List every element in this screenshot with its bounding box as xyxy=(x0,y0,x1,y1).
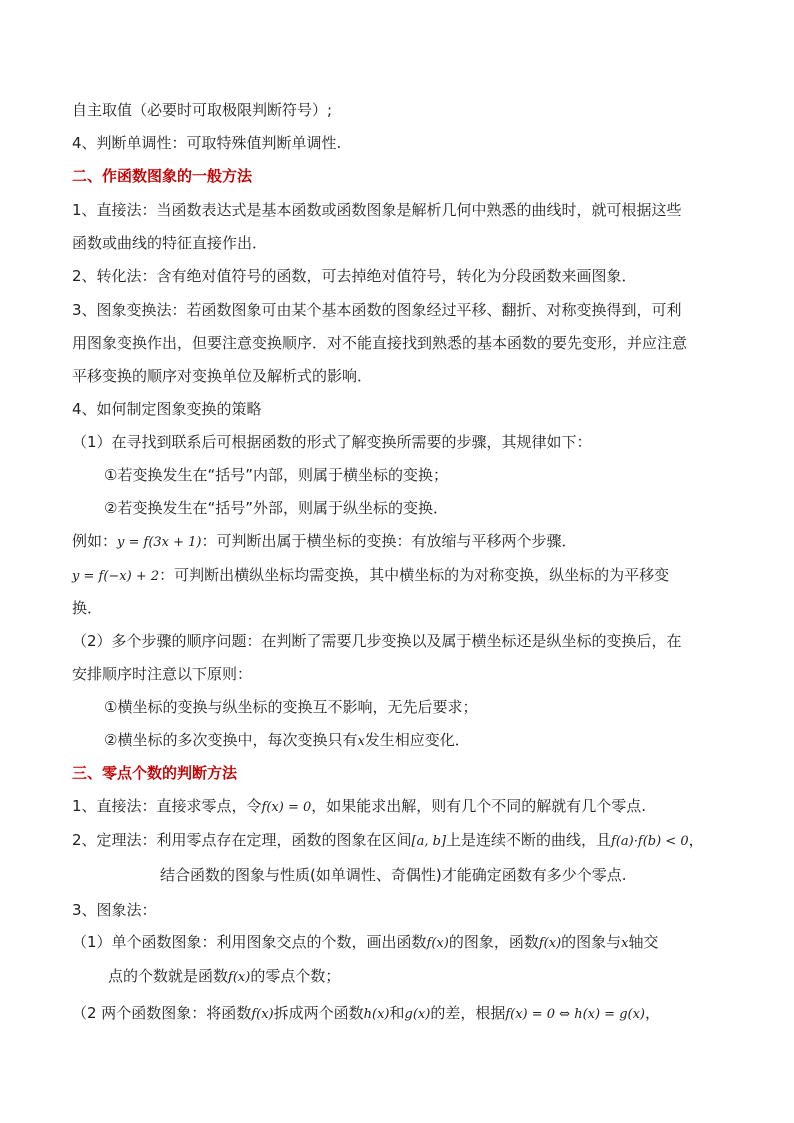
text-span: 轴交 xyxy=(628,933,659,951)
text-line: 4、判断单调性：可取特殊值判断单调性. xyxy=(72,134,342,152)
example-line xyxy=(72,532,577,552)
text-span: ， xyxy=(645,1004,661,1022)
text-span: ：可判断出横纵坐标均需变换，其中横坐标的为对称变换，纵坐标的为平移变 xyxy=(159,566,670,584)
math-formula: y = f(3x + 1) xyxy=(117,535,202,550)
text-span: 发生相应变化． xyxy=(364,731,470,749)
math-formula: f(x) = 0 xyxy=(261,800,312,815)
text-line: 3、图象法： xyxy=(72,901,157,919)
text-line: 换． xyxy=(72,599,103,617)
section-heading-2: 二、作函数图象的一般方法 xyxy=(72,167,253,185)
text-span: （1）单个函数图象：利用图象交点的个数，画出函数 xyxy=(72,933,427,951)
math-formula: y = f(−x) + 2 xyxy=(72,569,160,584)
text-line xyxy=(72,933,659,953)
text-line xyxy=(108,967,340,987)
math-formula: f(x) xyxy=(538,936,562,951)
text-span: 1、直接法：直接求零点，令 xyxy=(72,797,262,815)
text-span: ，如果能求出解，则有几个不同的解就有几个零点. xyxy=(311,797,647,815)
text-span: 的零点个数； xyxy=(250,967,341,985)
math-formula: h(x) xyxy=(363,1007,390,1022)
text-line: 平移变换的顺序对变换单位及解析式的影响． xyxy=(72,367,373,385)
math-formula: g(x) xyxy=(404,1007,431,1022)
math-formula: [a, b] xyxy=(411,834,447,849)
text-line: 2、转化法：含有绝对值符号的函数，可去掉绝对值符号，转化为分段函数来画图象． xyxy=(72,267,637,285)
text-line: 自主取值（必要时可取极限判断符号）; xyxy=(72,101,333,119)
text-line: ①若变换发生在“括号”内部，则属于横坐标的变换； xyxy=(104,466,448,484)
math-formula: f(a)·f(b) < 0 xyxy=(611,834,689,849)
text-span: 和 xyxy=(389,1004,405,1022)
text-span: 点的个数就是函数 xyxy=(108,967,229,985)
text-span: 上是连续不断的曲线，且 xyxy=(446,831,612,849)
text-span: （2 两个函数图象：将函数 xyxy=(72,1004,252,1022)
math-formula: f(x) xyxy=(426,936,449,951)
text-span: 2、定理法：利用零点存在定理，函数的图象在区间 xyxy=(72,831,412,849)
text-line: 4、如何制定图象变换的策略 xyxy=(72,400,262,418)
text-span: ②横坐标的多次变换中，每次变换只有 xyxy=(104,731,358,749)
text-span: ：可判断出属于横坐标的变换：有放缩与平移两个步骤． xyxy=(201,532,577,550)
example-line xyxy=(72,566,669,586)
text-span: 的图象，函数 xyxy=(448,933,539,951)
text-line: （1）在寻找到联系后可根据函数的形式了解变换所需要的步骤，其规律如下： xyxy=(72,433,592,451)
text-line: 3、图象变换法：若函数图象可由某个基本函数的图象经过平移、翻折、对称变换得到，可利 xyxy=(72,301,682,319)
text-line: 结合函数的图象与性质(如单调性、奇偶性)才能确定函数有多少个零点. xyxy=(160,866,627,884)
text-line: ①横坐标的变换与纵坐标的变换互不影响，无先后要求； xyxy=(104,698,478,716)
text-line: 1、直接法：当函数表达式是基本函数或函数图象是解析几何中熟悉的曲线时，就可根据这些 xyxy=(72,201,682,219)
text-line xyxy=(72,831,704,851)
text-line: 安排顺序时注意以下原则： xyxy=(72,665,253,683)
text-span: 的差，根据 xyxy=(430,1004,506,1022)
text-line xyxy=(104,731,470,751)
math-formula: f(x) xyxy=(228,970,251,985)
section-heading-3: 三、零点个数的判断方法 xyxy=(72,764,238,782)
math-formula: f(x) = 0 ⇔ h(x) = g(x) xyxy=(505,1007,646,1022)
math-formula: x xyxy=(357,734,365,749)
text-line: （2）多个步骤的顺序问题：在判断了需要几步变换以及属于横坐标还是纵坐标的变换后，在 xyxy=(72,632,682,650)
text-line xyxy=(72,797,646,817)
text-line: 函数或曲线的特征直接作出． xyxy=(72,234,268,252)
text-span: 拆成两个函数 xyxy=(273,1004,364,1022)
text-line: ②若变换发生在“括号”外部，则属于纵坐标的变换． xyxy=(104,499,448,517)
math-formula: f(x) xyxy=(251,1007,274,1022)
text-line: 用图象变换作出，但要注意变换顺序．对不能直接找到熟悉的基本函数的要先变形，并应注意 xyxy=(72,334,688,352)
math-formula: x xyxy=(621,936,629,951)
text-span: 的图象与 xyxy=(561,933,622,951)
text-span: ， xyxy=(688,831,704,849)
text-span: 例如： xyxy=(72,532,118,550)
text-line xyxy=(72,1004,660,1024)
